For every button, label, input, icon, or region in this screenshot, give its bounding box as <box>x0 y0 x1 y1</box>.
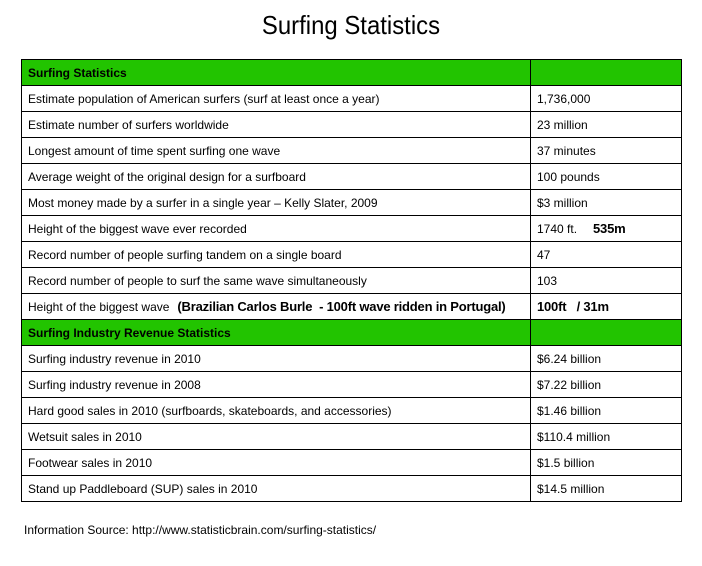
row-label: Longest amount of time spent surfing one wave <box>22 138 531 164</box>
table-row <box>22 268 682 294</box>
row-value <box>531 216 682 242</box>
row-label: Estimate population of American surfers (surf at least once a year) <box>22 86 531 112</box>
row-label <box>22 294 531 320</box>
row-label: Surfing industry revenue in 2010 <box>22 346 531 372</box>
section-title: Surfing Statistics <box>22 60 531 86</box>
table-row <box>22 372 682 398</box>
row-value: $3 million <box>531 190 682 216</box>
row-label: Hard good sales in 2010 (surfboards, skateboards, and accessories) <box>22 398 531 424</box>
row-value: $1.5 billion <box>531 450 682 476</box>
table-row <box>22 86 682 112</box>
table-row <box>22 346 682 372</box>
table-row <box>22 476 682 502</box>
row-value: 37 minutes <box>531 138 682 164</box>
row-value: $6.24 billion <box>531 346 682 372</box>
table-row <box>22 190 682 216</box>
row-label: Record number of people to surf the same wave simultaneously <box>22 268 531 294</box>
row-value: $14.5 million <box>531 476 682 502</box>
section-empty-cell <box>531 60 682 86</box>
table-row <box>22 112 682 138</box>
row-value: 100 pounds <box>531 164 682 190</box>
row-label: Height of the biggest wave ever recorded <box>22 216 531 242</box>
row-label-extra: (Brazilian Carlos Burle - 100ft wave ridden in Portugal) <box>177 299 506 314</box>
information-source: Information Source: http://www.statisticbrain.com/surfing-statistics/ <box>24 523 377 537</box>
table-row <box>22 164 682 190</box>
table-row <box>22 450 682 476</box>
section-empty-cell <box>531 320 682 346</box>
statistics-table <box>21 59 682 502</box>
table-row <box>22 138 682 164</box>
table-row <box>22 216 682 242</box>
section-header-surfing-statistics <box>22 60 682 86</box>
row-value: 103 <box>531 268 682 294</box>
page-title: Surfing Statistics <box>261 10 441 40</box>
row-value: $110.4 million <box>531 424 682 450</box>
row-label: Estimate number of surfers worldwide <box>22 112 531 138</box>
table-row <box>22 242 682 268</box>
row-value: $7.22 billion <box>531 372 682 398</box>
row-value <box>531 294 682 320</box>
row-label-main: Height of the biggest wave <box>28 300 170 314</box>
section-title: Surfing Industry Revenue Statistics <box>22 320 531 346</box>
row-value: 1,736,000 <box>531 86 682 112</box>
row-label: Average weight of the original design for a surfboard <box>22 164 531 190</box>
row-value: $1.46 billion <box>531 398 682 424</box>
row-value: 47 <box>531 242 682 268</box>
row-label: Stand up Paddleboard (SUP) sales in 2010 <box>22 476 531 502</box>
row-value: 23 million <box>531 112 682 138</box>
row-value-main: 1740 ft. <box>537 222 578 236</box>
section-header-industry-revenue <box>22 320 682 346</box>
row-value-main: 100ft / 31m <box>537 299 609 314</box>
table-row <box>22 424 682 450</box>
table-row <box>22 294 682 320</box>
row-label: Record number of people surfing tandem on a single board <box>22 242 531 268</box>
row-label: Most money made by a surfer in a single year – Kelly Slater, 2009 <box>22 190 531 216</box>
row-label: Surfing industry revenue in 2008 <box>22 372 531 398</box>
row-label: Footwear sales in 2010 <box>22 450 531 476</box>
row-label: Wetsuit sales in 2010 <box>22 424 531 450</box>
table-row <box>22 398 682 424</box>
row-value-extra: 535m <box>593 221 626 236</box>
